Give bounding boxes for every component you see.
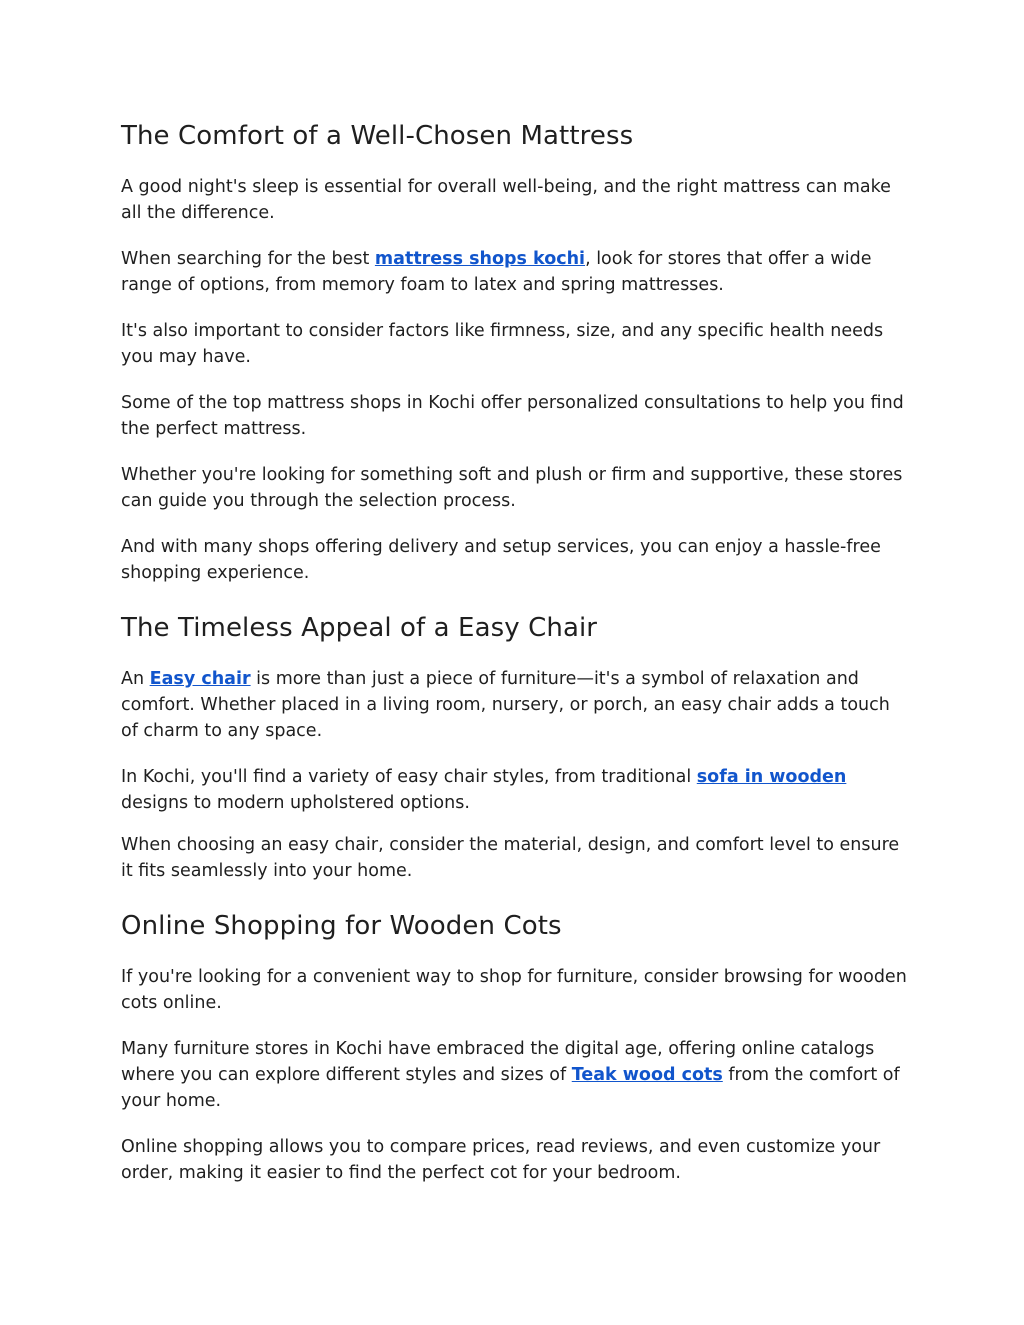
paragraph: If you're looking for a convenient way to shop for furniture, consider browsing for wooden cots online. xyxy=(121,967,907,1013)
paragraph: It's also important to consider factors like firmness, size, and any specific health needs you may have. xyxy=(121,321,884,367)
paragraph-text: is more than just a piece of furniture—it's a symbol of relaxation and comfort. Whether placed in a living room, nursery, or porch, an easy chair adds a touch of charm to any space. xyxy=(121,669,890,741)
paragraph-with-link xyxy=(121,1036,911,1114)
paragraph-text: In Kochi, you'll find a variety of easy chair styles, from traditional xyxy=(121,767,697,787)
paragraph-with-link xyxy=(121,666,911,744)
document-page xyxy=(121,118,911,1186)
easy-chair-link[interactable]: Easy chair xyxy=(149,669,251,689)
section-heading-easy-chair: The Timeless Appeal of a Easy Chair xyxy=(121,613,598,643)
mattress-shops-kochi-link[interactable]: mattress shops kochi xyxy=(374,249,586,269)
paragraph-with-link xyxy=(121,764,911,816)
paragraph-text: from the comfort of your home. xyxy=(121,1065,900,1111)
paragraph-text: Many furniture stores in Kochi have embraced the digital age, offering online catalogs where you can explore different styles and sizes of xyxy=(121,1039,875,1085)
paragraph-text: When searching for the best xyxy=(121,249,375,269)
teak-wood-cots-link[interactable]: Teak wood cots xyxy=(571,1065,723,1085)
paragraph: Whether you're looking for something soft and plush or firm and supportive, these stores can guide you through the selection process. xyxy=(121,465,903,511)
paragraph-text: An xyxy=(121,669,150,689)
paragraph: When choosing an easy chair, consider the material, design, and comfort level to ensure it fits seamlessly into your home. xyxy=(121,835,900,881)
paragraph: Some of the top mattress shops in Kochi offer personalized consultations to help you find the perfect mattress. xyxy=(121,393,904,439)
section-heading-wooden-cots: Online Shopping for Wooden Cots xyxy=(121,911,562,941)
paragraph: Online shopping allows you to compare prices, read reviews, and even customize your order, making it easier to find the perfect cot for your bedroom. xyxy=(121,1137,881,1183)
paragraph: A good night's sleep is essential for overall well-being, and the right mattress can make all the difference. xyxy=(121,177,891,223)
section-heading-mattress: The Comfort of a Well-Chosen Mattress xyxy=(121,121,634,151)
paragraph: And with many shops offering delivery and setup services, you can enjoy a hassle-free shopping experience. xyxy=(121,537,881,583)
paragraph-text: , look for stores that offer a wide range of options, from memory foam to latex and spring mattresses. xyxy=(121,249,872,295)
sofa-in-wooden-link[interactable]: sofa in wooden xyxy=(696,767,847,787)
paragraph-with-link xyxy=(121,246,911,298)
paragraph-text: designs to modern upholstered options. xyxy=(121,793,470,813)
